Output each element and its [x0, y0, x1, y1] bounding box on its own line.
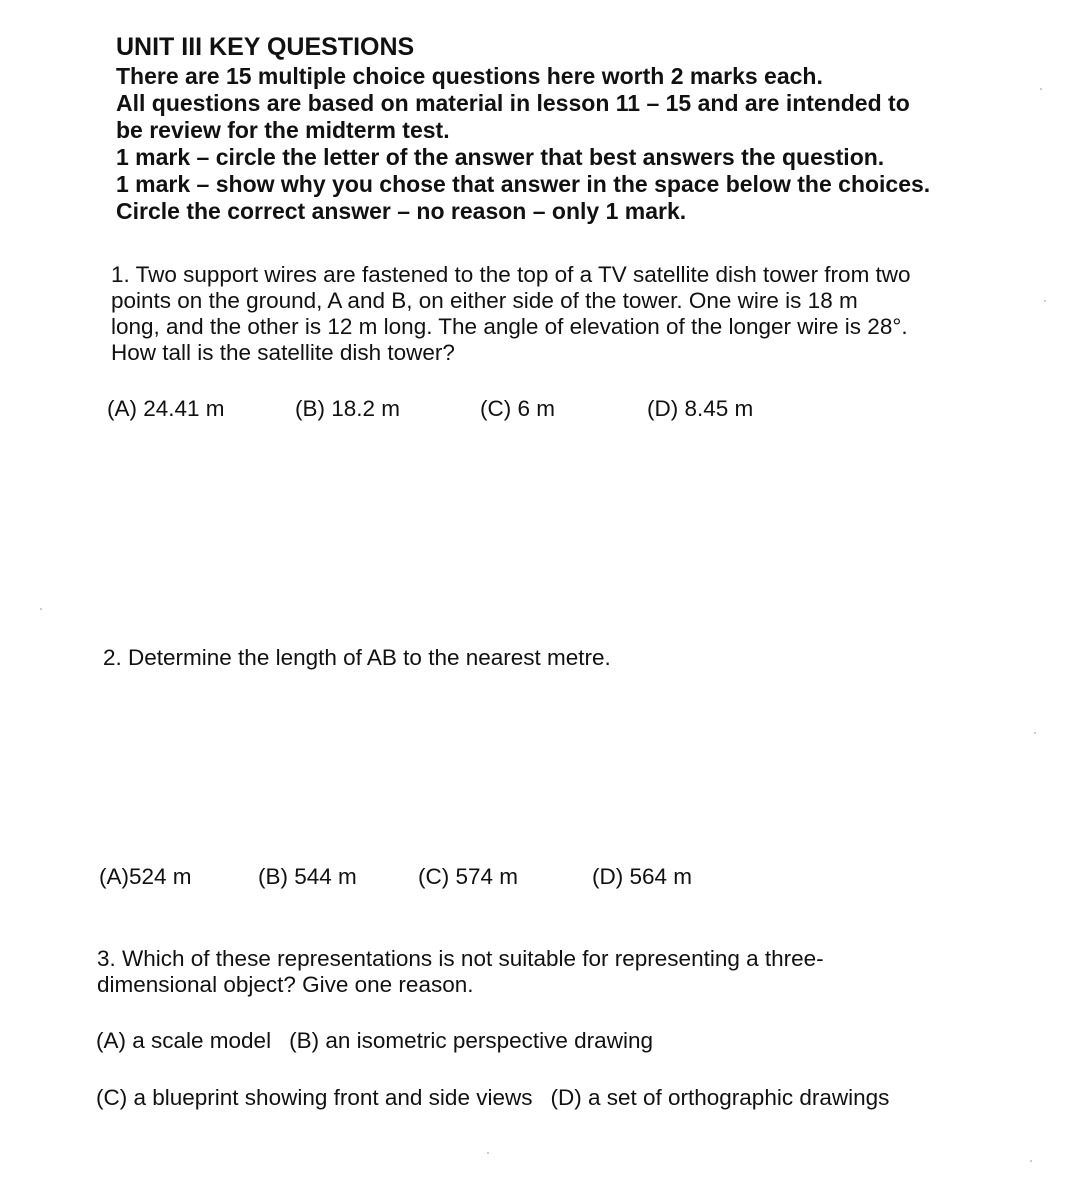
question-line: dimensional object? Give one reason. [97, 972, 474, 997]
scan-speck [1040, 88, 1042, 90]
choice-b[interactable]: (B) 544 m [258, 864, 357, 889]
question-line: 1. Two support wires are fastened to the top of a TV satellite dish tower from two [111, 262, 911, 287]
scan-speck [1044, 300, 1046, 302]
question-line: long, and the other is 12 m long. The angle of elevation of the longer wire is 28°. [111, 314, 908, 339]
question-1-choices [107, 396, 807, 424]
scan-speck [40, 608, 42, 610]
instruction-line: Circle the correct answer – no reason – only 1 mark. [116, 198, 687, 224]
choice-d[interactable]: (D) 8.45 m [647, 396, 754, 421]
instruction-line: 1 mark – show why you chose that answer in the space below the choices. [116, 171, 931, 197]
choice-c[interactable]: (C) a blueprint showing front and side views [96, 1085, 533, 1110]
question-3-choices-row-1 [96, 1028, 671, 1054]
unit-title: UNIT III KEY QUESTIONS [116, 33, 415, 61]
scan-speck [1034, 732, 1036, 734]
instruction-line: There are 15 multiple choice questions here worth 2 marks each. [116, 63, 823, 89]
scan-speck [1030, 1160, 1032, 1162]
choice-a[interactable]: (A)524 m [99, 864, 192, 889]
choice-b[interactable]: (B) 18.2 m [295, 396, 401, 421]
choice-a[interactable]: (A) 24.41 m [107, 396, 225, 421]
choice-c[interactable]: (C) 6 m [480, 396, 555, 421]
question-3-choices-row-2 [96, 1085, 907, 1111]
choice-a[interactable]: (A) a scale model [96, 1028, 272, 1053]
question-2-text [103, 645, 611, 671]
question-line: 3. Which of these representations is not suitable for representing a three- [97, 946, 824, 971]
instruction-line: All questions are based on material in lesson 11 – 15 and are intended to [116, 90, 910, 116]
question-1-text [111, 262, 911, 366]
question-2-choices [99, 864, 799, 892]
question-line: How tall is the satellite dish tower? [111, 340, 455, 365]
instructions-header [116, 34, 996, 225]
scan-speck [487, 1152, 489, 1154]
choice-d[interactable]: (D) a set of orthographic drawings [550, 1085, 890, 1110]
choice-c[interactable]: (C) 574 m [418, 864, 519, 889]
choice-d[interactable]: (D) 564 m [592, 864, 693, 889]
instruction-line: be review for the midterm test. [116, 117, 450, 143]
choice-b[interactable]: (B) an isometric perspective drawing [289, 1028, 653, 1053]
question-3-text [97, 946, 824, 998]
instruction-line: 1 mark – circle the letter of the answer that best answers the question. [116, 144, 885, 170]
question-line: 2. Determine the length of AB to the nearest metre. [103, 645, 611, 670]
question-line: points on the ground, A and B, on either side of the tower. One wire is 18 m [111, 288, 858, 313]
